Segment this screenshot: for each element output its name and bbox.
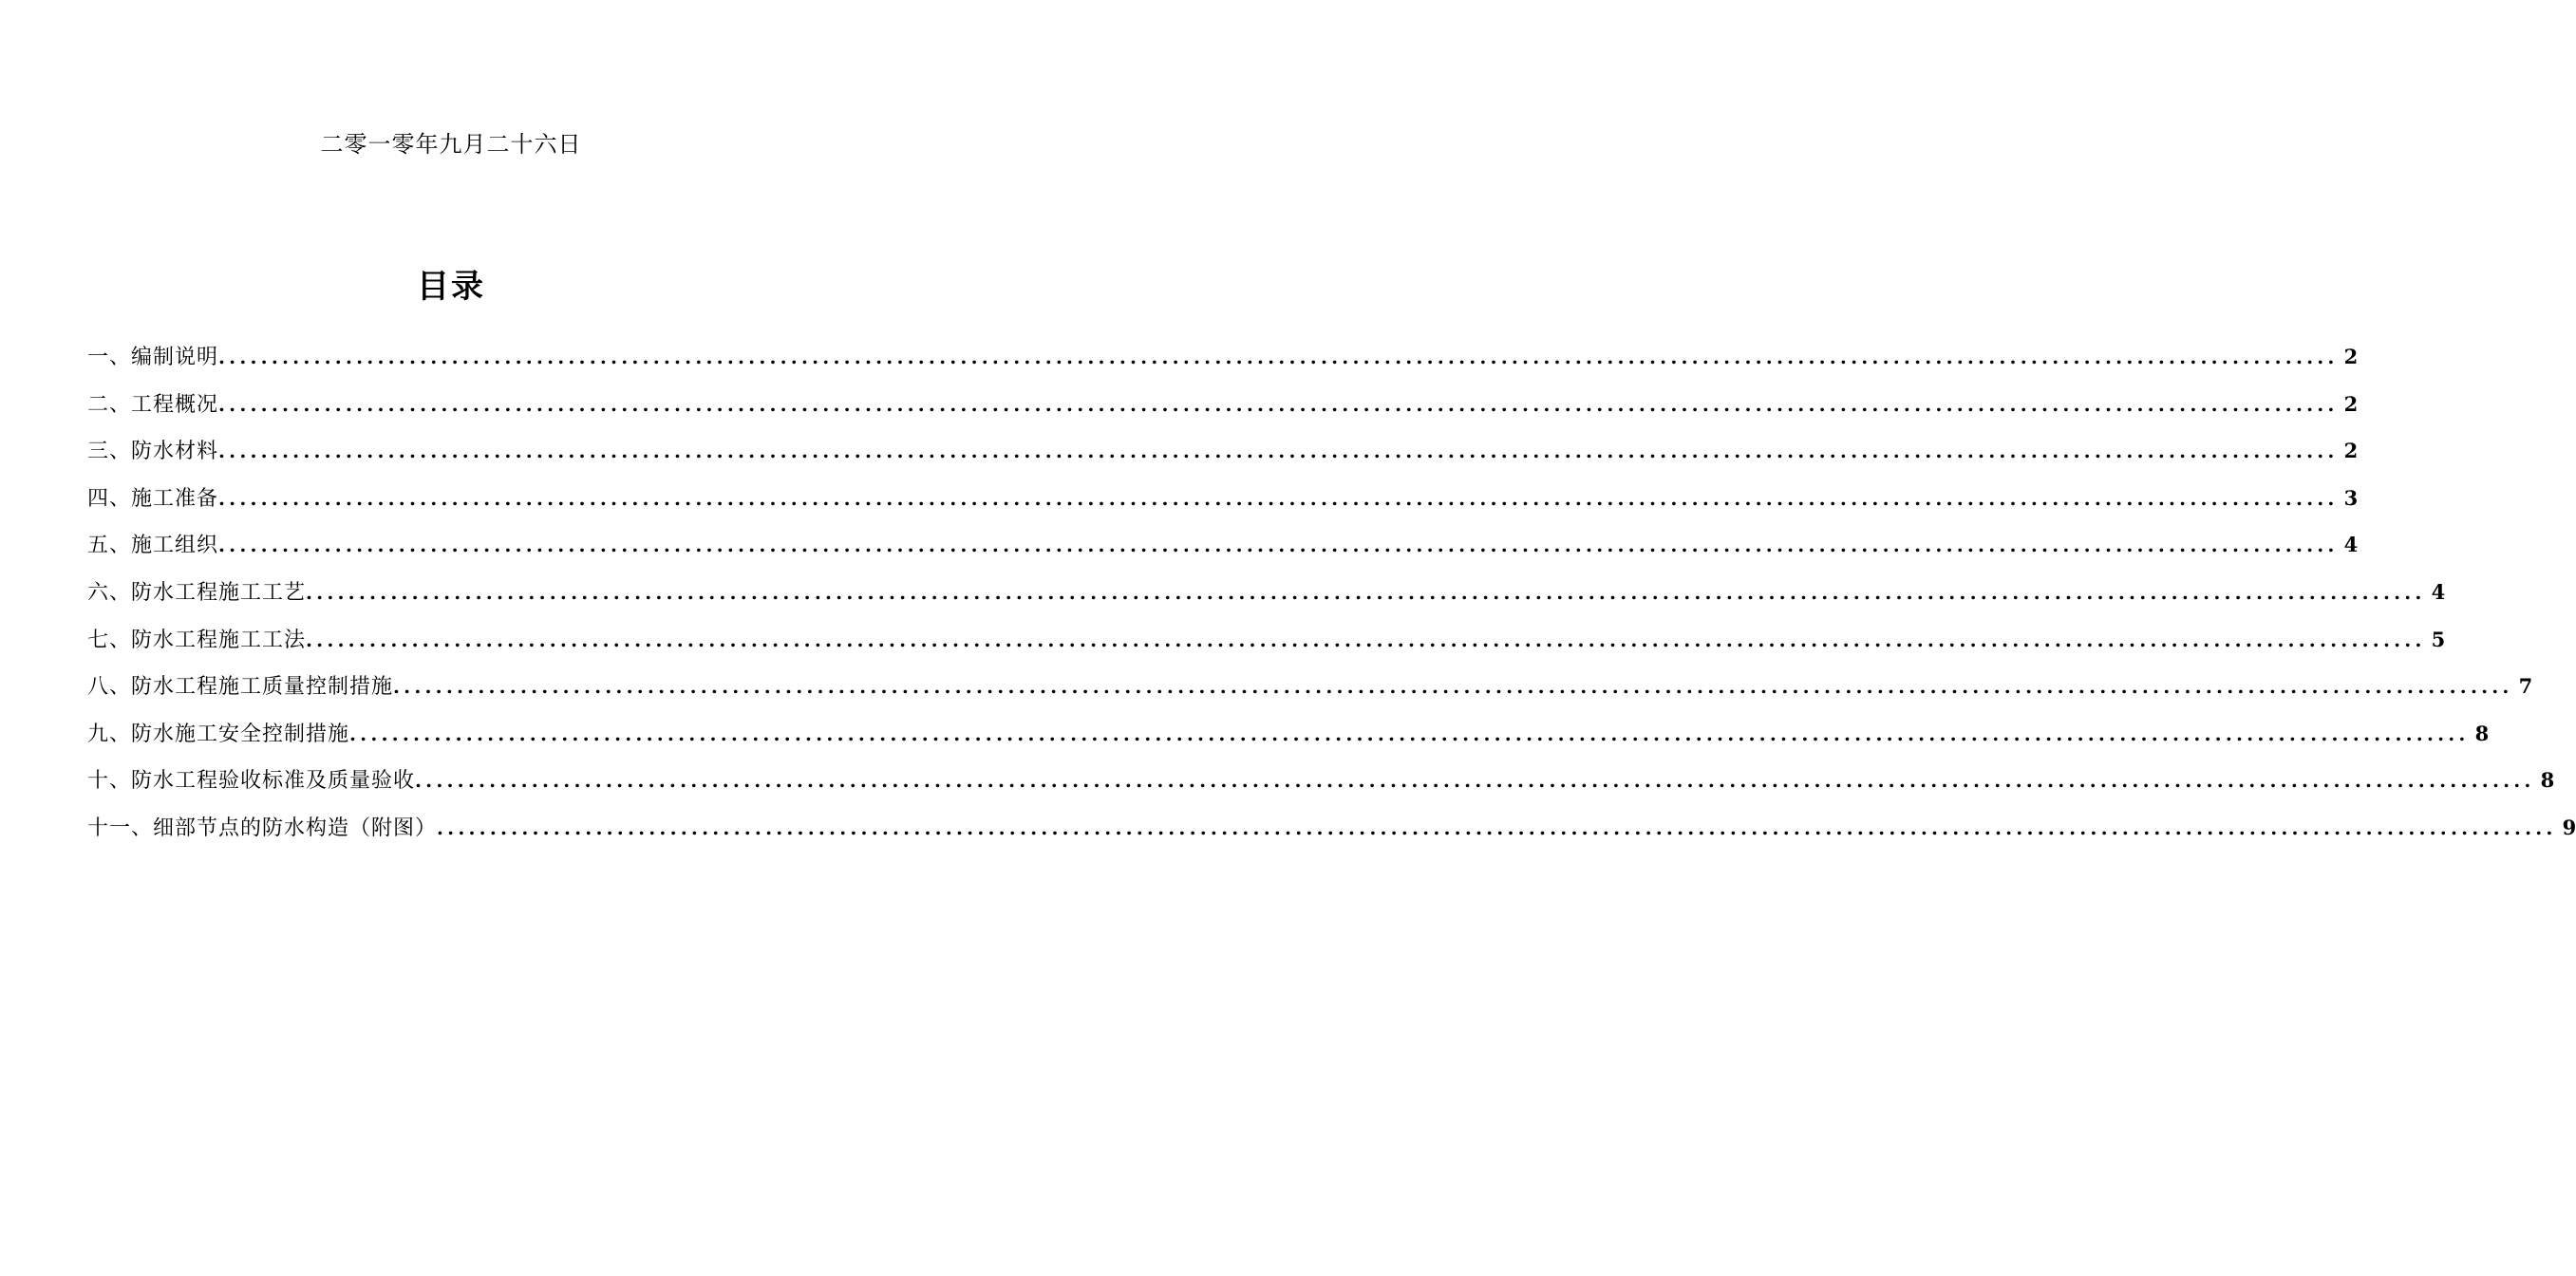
toc-entry-label: 九、防水施工安全控制措施 [87, 722, 350, 746]
toc-entry-label: 七、防水工程施工工法 [87, 628, 307, 652]
toc-entry-label: 二、工程概况 [87, 392, 219, 417]
toc-dot-leader: ........................................................................................................................................................................................................ [437, 816, 2557, 839]
toc-entry[interactable] [87, 809, 2576, 856]
toc-entry-label: 三、防水材料 [87, 440, 219, 464]
toc-entry-page: 2 [2343, 345, 2359, 368]
toc-entry[interactable] [87, 479, 2359, 527]
toc-entry[interactable] [87, 621, 2446, 668]
toc-entry-page: 2 [2343, 439, 2359, 463]
toc-entry-page: 7 [2518, 674, 2533, 699]
toc-dot-leader: ........................................................................................................................................................................................................ [415, 769, 2535, 793]
toc-entry-label: 十、防水工程验收标准及质量验收 [87, 769, 416, 794]
toc-entry-label: 一、编制说明 [87, 346, 219, 369]
toc-entry-page: 3 [2343, 485, 2359, 510]
toc-entry-label: 五、施工组织 [87, 534, 219, 558]
toc-entry[interactable] [87, 761, 2555, 809]
toc-dot-leader: ........................................................................................................................................................................................................ [218, 486, 2339, 510]
toc-entry-label: 十一、细部节点的防水构造（附图） [87, 816, 438, 840]
toc-entry-page: 2 [2343, 391, 2359, 416]
toc-title: 目录 [417, 268, 485, 306]
toc-dot-leader: ........................................................................................................................................................................................................ [349, 722, 2470, 745]
toc-dot-leader: ........................................................................................................................................................................................................ [218, 440, 2339, 463]
toc-entry-page: 5 [2431, 627, 2446, 651]
toc-dot-leader: ........................................................................................................................................................................................................ [218, 346, 2339, 368]
toc-entry[interactable] [87, 526, 2359, 573]
toc-entry[interactable] [87, 432, 2359, 479]
toc-entry-page: 4 [2431, 579, 2446, 604]
toc-dot-leader: ........................................................................................................................................................................................................ [306, 580, 2426, 604]
toc-entry-page: 8 [2474, 721, 2490, 745]
toc-entry-page: 8 [2540, 768, 2555, 793]
toc-entry-label: 八、防水工程施工质量控制措施 [87, 675, 394, 700]
toc-entry-page: 9 [2562, 815, 2576, 839]
toc-entry[interactable] [87, 338, 2359, 385]
toc-entry-label: 四、施工准备 [87, 486, 219, 511]
toc-dot-leader: ........................................................................................................................................................................................................ [306, 628, 2426, 651]
toc-entry[interactable] [87, 715, 2490, 762]
toc-dot-leader: ........................................................................................................................................................................................................ [218, 392, 2339, 416]
toc-entry[interactable] [87, 385, 2359, 433]
toc-entry[interactable] [87, 667, 2533, 715]
toc-dot-leader: ........................................................................................................................................................................................................ [393, 675, 2513, 699]
toc-entry-label: 六、防水工程施工工艺 [87, 580, 307, 605]
table-of-contents [87, 338, 2576, 856]
toc-dot-leader: ........................................................................................................................................................................................................ [218, 534, 2339, 557]
toc-entry-page: 4 [2343, 533, 2359, 557]
toc-entry[interactable] [87, 573, 2446, 621]
date-line: 二零一零年九月二十六日 [320, 131, 582, 158]
